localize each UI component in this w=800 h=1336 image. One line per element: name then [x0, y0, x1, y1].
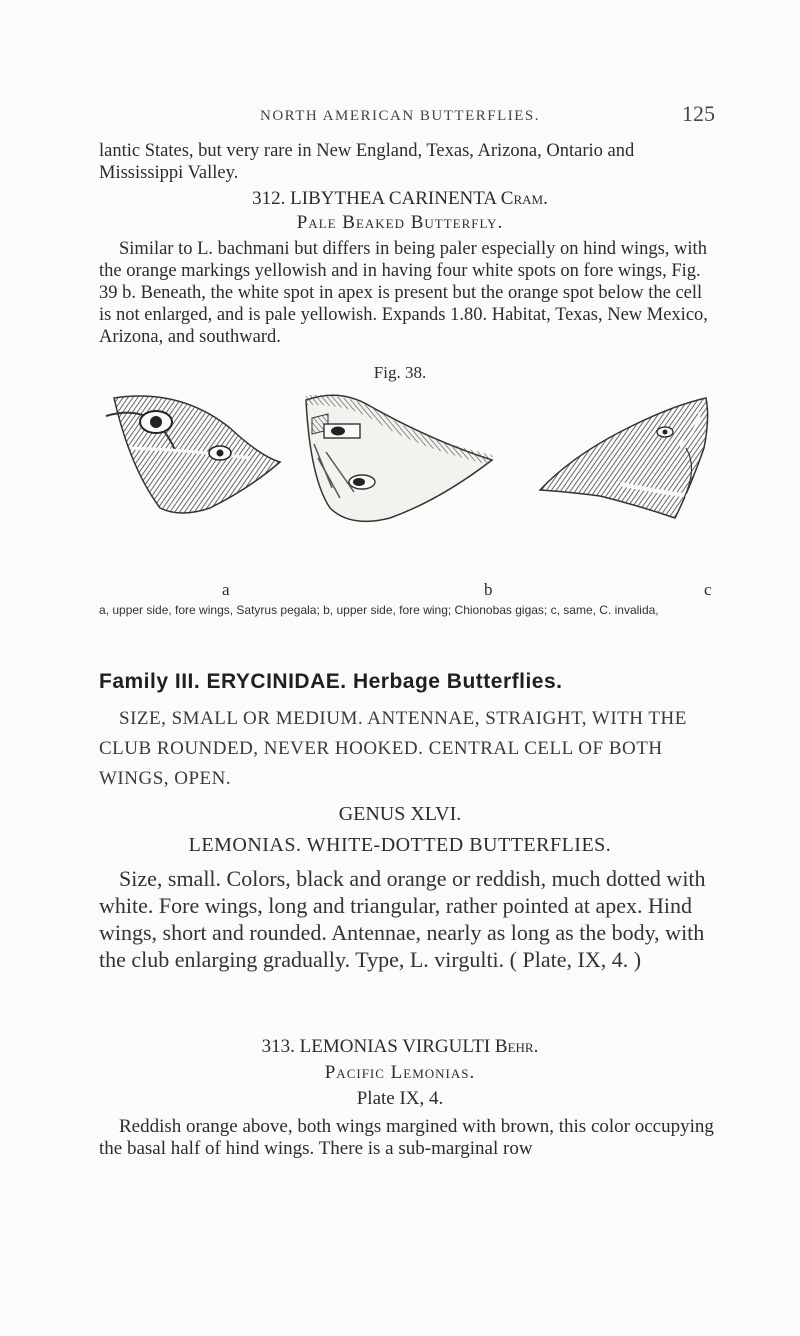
figure-38-illustrations: [100, 388, 720, 578]
species-312-heading-line: [0, 188, 800, 210]
wing-illustration-b: [306, 395, 492, 521]
species-313-plate: Plate IX, 4.: [356, 1088, 444, 1109]
species-312-heading: 312. LIBYTHEA CARINENTA: [252, 188, 497, 209]
page-number: 125: [682, 101, 715, 126]
wing-illustration-a: [106, 396, 280, 513]
family-heading: Family III. ERYCINIDAE. Herbage Butterflies.: [99, 670, 563, 693]
species-313-author: Behr.: [494, 1036, 539, 1057]
species-313-description: Reddish orange above, both wings margined with brown, this color occupying the basal half of hind wings. There is a sub-marginal row: [99, 1116, 714, 1159]
species-312-common-name: Pale Beaked Butterfly.: [296, 212, 504, 233]
panel-label-a: a: [222, 580, 230, 599]
species-313-heading-line: [0, 1036, 800, 1058]
genus-heading: GENUS XLVI.: [338, 803, 462, 825]
species-313-heading: 313. LEMONIAS VIRGULTI: [261, 1036, 491, 1057]
species-312-author: Cram.: [500, 188, 548, 209]
species-312-description: Similar to L. bachmani but differs in being paler especially on hind wings, with the orange markings yellowish and in having four white spots on fore wings, Fig. 39 b. Beneath, the white spot in apex is present but the orange spot below the cell is not enlarged, and is pale yellowish. Expands 1.80. Habitat, Texas, New Mexico, Arizona, and southward.: [99, 239, 708, 347]
genus-name: LEMONIAS. WHITE-DOTTED BUTTERFLIES.: [188, 834, 612, 856]
panel-label-b: b: [484, 580, 493, 599]
genus-description: Size, small. Colors, black and orange or reddish, much dotted with white. Fore wings, long and triangular, rather pointed at apex. Hind wings, short and rounded. Antennae, nearly as long as the body, with the club enlarging gradually. Type, L. virgulti. ( Plate, IX, 4. ): [99, 866, 706, 972]
species-313-common-name: Pacific Lemonias.: [324, 1062, 476, 1083]
running-head: NORTH AMERICAN BUTTERFLIES.: [259, 108, 541, 124]
panel-label-c: c: [704, 580, 712, 599]
intro-paragraph: lantic States, but very rare in New England, Texas, Arizona, Ontario and Mississippi Valley.: [99, 141, 635, 183]
wing-illustration-c: [540, 398, 708, 518]
family-description: SIZE, SMALL OR MEDIUM. ANTENNAE, STRAIGHT, WITH THE CLUB ROUNDED, NEVER HOOKED. CENTRAL CELL OF BOTH WINGS, OPEN.: [99, 708, 687, 789]
figure-caption: a, upper side, fore wings, Satyrus pegala; b, upper side, fore wing; Chionobas gigas; c, same, C. invalida,: [99, 603, 659, 617]
figure-title: Fig. 38.: [373, 363, 427, 382]
